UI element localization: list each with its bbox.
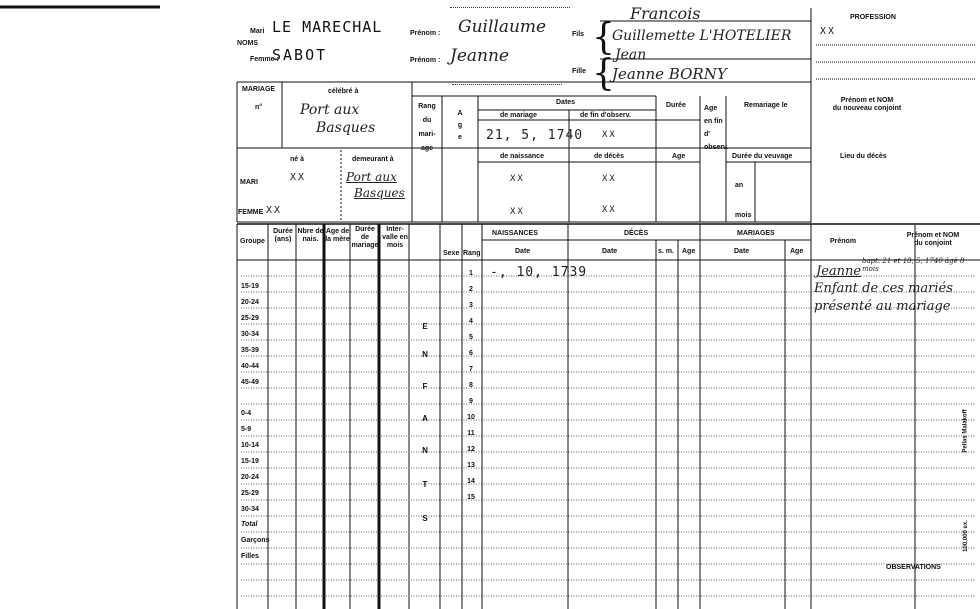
group-label: 25-29 <box>241 490 259 497</box>
observations-label: OBSERVATIONS <box>886 564 941 571</box>
mere-femme: Jeanne BORNY <box>612 65 727 83</box>
enfants-letter: A <box>422 414 428 423</box>
rang-number: 4 <box>469 318 473 325</box>
date-mariage: 21, 5, 1740 <box>486 128 584 143</box>
group-label: 5-9 <box>241 426 252 433</box>
fils-label: Fils <box>572 31 585 38</box>
age-label: Age <box>672 153 686 160</box>
intervalle-header: Inter- valle en mois <box>382 226 408 249</box>
deces-header: DÉCÈS <box>624 230 649 237</box>
group-label: 30-34 <box>241 331 259 338</box>
groupe-header: Groupe <box>240 238 265 245</box>
mari-row-label: MARI <box>240 179 258 186</box>
nouveau-conjoint-label: Prénom et NOM du nouveau conjoint <box>832 97 902 112</box>
age-mariage-label: A g e <box>457 110 463 141</box>
fille-label: Fille <box>572 68 587 75</box>
pere-femme: Jean <box>615 47 647 63</box>
dotted-line <box>452 84 562 85</box>
brace-fille: { <box>592 53 615 94</box>
femme-nom: SABOT <box>272 46 328 64</box>
remariage-label: Remariage le <box>744 102 788 109</box>
enfants-letter: F <box>422 382 428 391</box>
rang-number: 5 <box>469 334 473 341</box>
naissance-date-header: Date <box>515 248 531 255</box>
rang-number: 2 <box>469 286 473 293</box>
celebre-label: célébré à <box>328 88 359 95</box>
femme-deces: XX <box>602 205 617 215</box>
note-line-1: Enfant de ces mariés <box>814 281 953 296</box>
mere-mari: Guillemette L'HOTELIER <box>612 28 792 44</box>
enfants-letter: N <box>422 446 428 455</box>
femme-ne: XX <box>266 205 283 216</box>
group-label: 30-34 <box>241 506 259 513</box>
enfants-letter: T <box>422 480 428 489</box>
group-label: 10-14 <box>241 442 259 449</box>
deces-date-header: Date <box>602 248 618 255</box>
rang-number: 13 <box>467 462 475 469</box>
sexe-header: Sexe <box>443 250 460 257</box>
de-mariage-label: de mariage <box>500 112 537 119</box>
mariage-title: MARIAGE <box>242 86 276 93</box>
mari-demeurant-1: Port aux <box>346 170 397 184</box>
duree-label: Durée <box>666 102 686 109</box>
no-label: n° <box>255 104 263 111</box>
prenom-mari-label: Prénom : <box>410 30 441 37</box>
rang-number: 6 <box>469 350 473 357</box>
rang-number: 10 <box>467 414 475 421</box>
lieu-1: Port aux <box>300 102 360 118</box>
rang-number: 11 <box>467 430 475 437</box>
rang-number: 1 <box>469 270 473 277</box>
profession-label: PROFESSION <box>850 14 896 21</box>
duree-mariage-header: Durée de mariage <box>351 226 379 249</box>
mari-naissance: XX <box>510 174 525 184</box>
age-fin-label: Age en fin d' observ. <box>704 105 729 151</box>
mariage-date-header: Date <box>734 248 750 255</box>
enfants-letter: S <box>422 514 428 523</box>
mari-prenom: Guillaume <box>458 17 547 37</box>
femme-label: Femme : <box>250 56 279 63</box>
mari-ne: XX <box>290 172 307 183</box>
group-label: 35-39 <box>241 347 259 354</box>
enfant-note: bapt. 21 et 18, 5, 1740 âgé 8 mois <box>862 257 965 273</box>
group-label: 20-24 <box>241 299 259 306</box>
age-mere-header: Age de la mère <box>325 228 350 243</box>
demeurant-label: demeurant à <box>352 156 394 163</box>
lieu-2: Basques <box>316 120 376 136</box>
an-label: an <box>735 182 744 189</box>
mari-nom: LE MARECHAL <box>272 18 383 36</box>
conjoint-header: Prénom et NOM du conjoint <box>906 232 960 247</box>
rang-number: 12 <box>467 446 475 453</box>
date-fin: XX <box>602 130 617 140</box>
brace-fils: { <box>592 17 615 58</box>
lieu-deces-label: Lieu du décès <box>840 153 887 160</box>
dates-label: Dates <box>556 99 576 106</box>
naissances-header: NAISSANCES <box>492 230 538 237</box>
prenom-femme-label: Prénom : <box>410 57 441 64</box>
group-label: 20-24 <box>241 474 259 481</box>
de-naissance-label: de naissance <box>500 153 544 160</box>
duree-ans-header: Durée (ans) <box>273 228 293 243</box>
note-line-2: présenté au mariage <box>814 299 951 314</box>
prenom-header: Prénom <box>830 238 857 245</box>
pere-mari: Francois <box>630 4 701 23</box>
printer-mark: Pellas Malakoff <box>962 409 969 453</box>
de-deces-label: de décès <box>594 153 624 160</box>
group-label: Filles <box>241 553 259 560</box>
enfant-naissance-date: -, 10, 1739 <box>490 265 588 280</box>
group-label: 40-44 <box>241 363 259 370</box>
rang-number: 3 <box>469 302 473 309</box>
mariage-age-header: Age <box>790 248 804 255</box>
mari-label: Mari <box>250 28 265 35</box>
deces-age-header: Age <box>682 248 696 255</box>
rang-header: Rang <box>463 250 481 257</box>
rang-number: 7 <box>469 366 473 373</box>
dotted-line <box>450 7 570 8</box>
profession-value: XX <box>820 26 837 37</box>
rang-number: 9 <box>469 398 473 405</box>
enfants-letter: E <box>422 322 428 331</box>
duree-veuvage-label: Durée du veuvage <box>732 153 793 160</box>
rang-mariage-label: Rang du mari- age <box>418 103 436 152</box>
de-fin-label: de fin d'observ. <box>580 112 631 119</box>
femme-naissance: XX <box>510 207 525 217</box>
mariages-header: MARIAGES <box>737 230 775 237</box>
femme-row-label: FEMME <box>238 209 264 216</box>
femme-prenom: Jeanne <box>450 46 509 66</box>
sm-header: s. m. <box>658 248 674 255</box>
enfants-letter: N <box>422 350 428 359</box>
print-run: 100.000 ex. <box>962 520 969 552</box>
group-label: 15-19 <box>241 283 259 290</box>
group-label: Garçons <box>241 537 270 544</box>
ne-a-label: né à <box>290 156 305 163</box>
nbre-naiss-header: Nbre de nais. <box>297 228 324 243</box>
rang-number: 8 <box>469 382 473 389</box>
mois-label: mois <box>735 212 752 219</box>
group-label: 25-29 <box>241 315 259 322</box>
mari-deces: XX <box>602 174 617 184</box>
mari-demeurant-2: Basques <box>354 186 405 200</box>
group-label: 15-19 <box>241 458 259 465</box>
group-label: 45-49 <box>241 379 259 386</box>
group-label: Total <box>241 521 258 528</box>
enfant-prenom: Jeanne <box>816 264 862 279</box>
rang-number: 14 <box>467 478 475 485</box>
group-label: 0-4 <box>241 410 252 417</box>
rang-number: 15 <box>467 494 475 501</box>
noms-label: NOMS <box>237 40 258 47</box>
